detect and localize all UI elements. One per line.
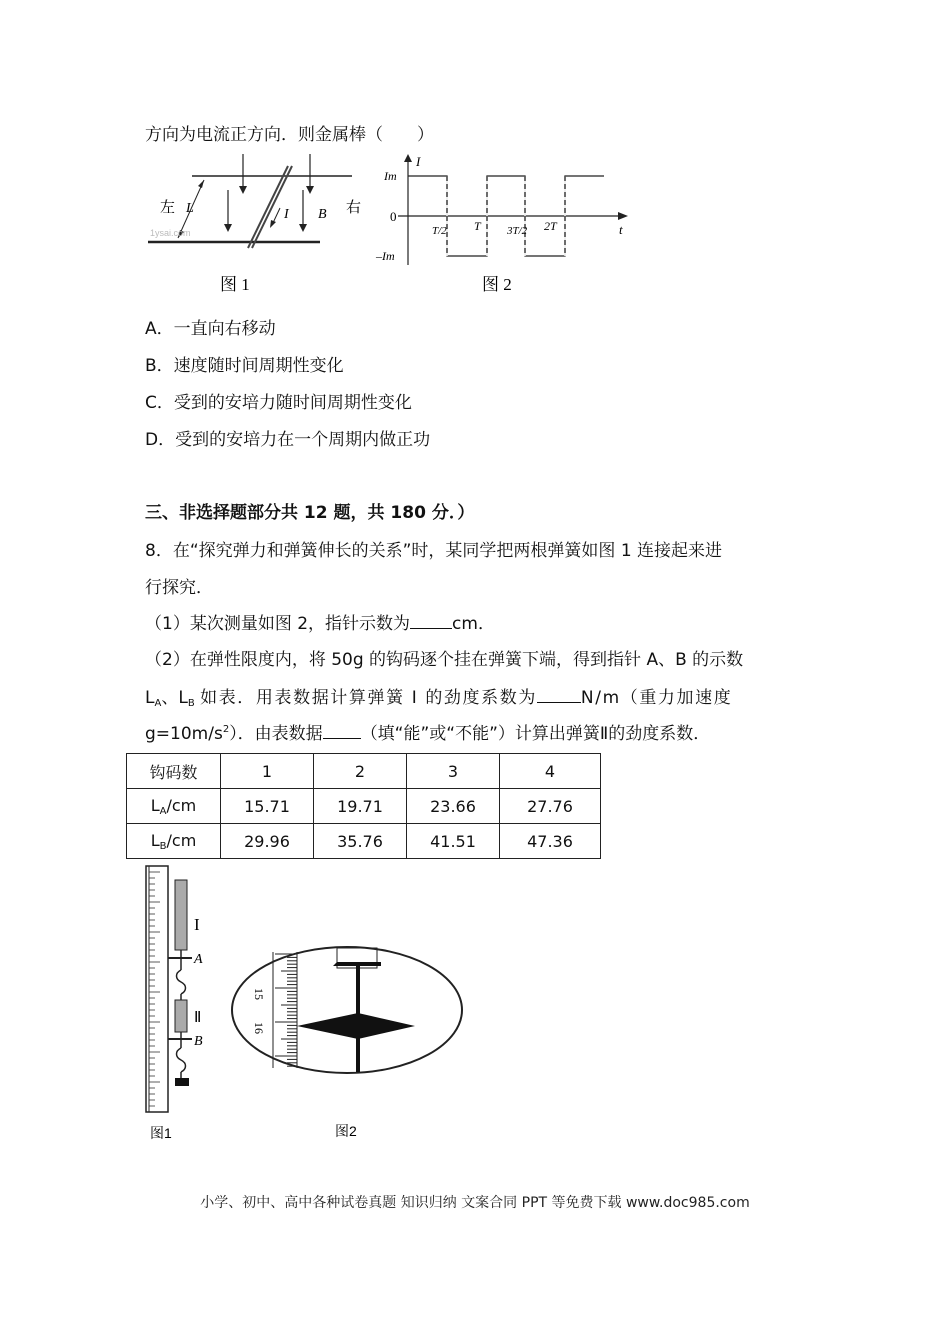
option-b: B．速度随时间周期性变化 bbox=[145, 356, 344, 376]
q8-line1: 8．在“探究弹力和弹簧伸长的关系”时，某同学把两根弹簧如图 1 连接起来进 bbox=[145, 541, 723, 561]
row-label: $L_B/cm$ bbox=[127, 824, 221, 859]
row-label: $L_A/cm$ bbox=[127, 789, 221, 824]
table-cell: 35.76 bbox=[314, 824, 407, 859]
figure-2-current-graph bbox=[372, 150, 637, 300]
table-header-row bbox=[127, 754, 601, 789]
table-cell: 29.96 bbox=[221, 824, 314, 859]
table-row bbox=[127, 824, 601, 859]
axis-t-label: t bbox=[619, 222, 623, 237]
answer-blank-1[interactable] bbox=[410, 612, 452, 629]
q8-part2-line3: $g=10m/s^2$）．由表数据 （填“能”或“不能”）计算出弹簧Ⅱ的劲度系数． bbox=[145, 724, 711, 744]
mark-16: 16 bbox=[252, 1022, 266, 1034]
option-c: C．受到的安培力随时间周期性变化 bbox=[145, 393, 412, 413]
tick-half-T: T/2 bbox=[432, 225, 447, 237]
table-cell: 27.76 bbox=[500, 789, 601, 824]
tick-three-half-T: 3T/2 bbox=[507, 225, 528, 237]
Im-label: Im bbox=[384, 169, 397, 183]
table-cell: 23.66 bbox=[407, 789, 500, 824]
option-a: A．一直向右移动 bbox=[145, 319, 276, 339]
q8-part2-line2: $L_A$、$L_B$ 如表．用表数据计算弹簧 I 的劲度系数为 N/m（重力加速度 bbox=[145, 688, 733, 709]
label-L: L bbox=[186, 201, 194, 216]
q8-part1: （1）某次测量如图 2，指针示数为 cm． bbox=[145, 614, 495, 634]
figure-pointer-magnified bbox=[225, 940, 470, 1148]
table-cell: 47.36 bbox=[500, 824, 601, 859]
section-heading: 三、非选择题部分共 12 题，共 180 分．） bbox=[145, 503, 475, 523]
fig1-caption: 图 1 bbox=[220, 275, 250, 294]
header-cell: 2 bbox=[314, 754, 407, 789]
label-left: 左 bbox=[160, 200, 176, 216]
option-d: D．受到的安培力在一个周期内做正功 bbox=[145, 430, 431, 450]
header-cell: 3 bbox=[407, 754, 500, 789]
q8-part2-line1: （2）在弹性限度内，将 50g 的钩码逐个挂在弹簧下端，得到指针 A、B 的示数 bbox=[145, 650, 744, 670]
point-B-label: B bbox=[194, 1034, 203, 1049]
fig2-caption-lower: 图2 bbox=[335, 1123, 357, 1139]
zero-label: 0 bbox=[390, 209, 397, 224]
q8-line2: 行探究． bbox=[145, 578, 213, 598]
fig2-caption: 图 2 bbox=[482, 275, 512, 294]
header-cell: 钩码数 bbox=[127, 754, 221, 789]
spring-I-label: I bbox=[194, 915, 200, 934]
answer-blank-3[interactable] bbox=[323, 722, 361, 739]
tick-T: T bbox=[474, 219, 481, 233]
axis-I-label: I bbox=[416, 154, 421, 169]
watermark: 1ysai.com bbox=[150, 228, 191, 238]
header-cell: 4 bbox=[500, 754, 601, 789]
figure-springs-ruler bbox=[140, 862, 230, 1148]
spring-II-label: Ⅱ bbox=[194, 1010, 202, 1026]
table-cell: 15.71 bbox=[221, 789, 314, 824]
label-I: I bbox=[284, 207, 289, 222]
table-cell: 41.51 bbox=[407, 824, 500, 859]
answer-blank-2[interactable] bbox=[537, 686, 581, 703]
header-cell: 1 bbox=[221, 754, 314, 789]
mark-15: 15 bbox=[252, 988, 266, 1000]
intro-line: 方向为电流正方向．则金属棒（ ） bbox=[145, 125, 434, 145]
data-table bbox=[126, 753, 601, 859]
fig1-caption-lower: 图1 bbox=[150, 1125, 172, 1141]
point-A-label: A bbox=[194, 952, 203, 967]
label-B: B bbox=[318, 207, 327, 222]
footer: 小学、初中、高中各种试卷真题 知识归纳 文案合同 PPT 等免费下载 www.doc985.com bbox=[200, 1195, 750, 1211]
figure-1-rails bbox=[140, 150, 365, 300]
neg-Im-label: –Im bbox=[376, 249, 395, 263]
table-cell: 19.71 bbox=[314, 789, 407, 824]
tick-2T: 2T bbox=[544, 219, 557, 233]
table-row bbox=[127, 789, 601, 824]
label-right: 右 bbox=[346, 200, 362, 216]
